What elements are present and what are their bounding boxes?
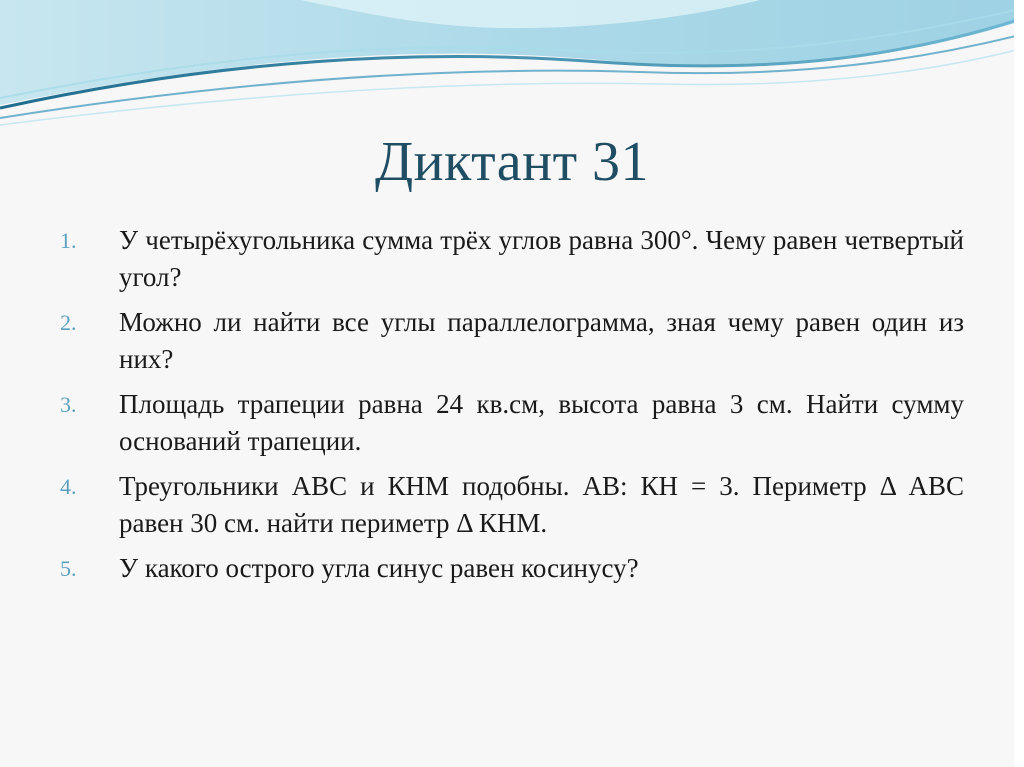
- list-item: [60, 468, 964, 542]
- list-item: [60, 222, 964, 296]
- item-number: 2.: [60, 310, 77, 335]
- item-text: Площадь трапеции равна 24 кв.см, высота равна 3 см. Найти сумму оснований трапеции.: [119, 389, 964, 456]
- item-text: У четырёхугольника сумма трёх углов равна 300°. Чему равен четвертый угол?: [119, 225, 964, 292]
- page-title: Диктант 31: [374, 131, 650, 193]
- list-item: [60, 386, 964, 460]
- item-text: Можно ли найти все углы параллелограмма, зная чему равен один из них?: [119, 307, 964, 374]
- item-text: Треугольники АВС и КНМ подобны. АВ: КН = 3. Периметр Δ АВС равен 30 см. найти периметр Δ КНМ.: [119, 471, 964, 538]
- item-text: У какого острого угла синус равен косинусу?: [119, 553, 639, 583]
- item-number: 3.: [60, 392, 77, 417]
- item-number: 1.: [60, 228, 77, 253]
- item-number: 4.: [60, 474, 77, 499]
- question-list: [60, 222, 964, 595]
- item-number: 5.: [60, 556, 77, 581]
- wave-decoration: [0, 0, 1024, 130]
- list-item: [60, 304, 964, 378]
- list-item: [60, 550, 964, 587]
